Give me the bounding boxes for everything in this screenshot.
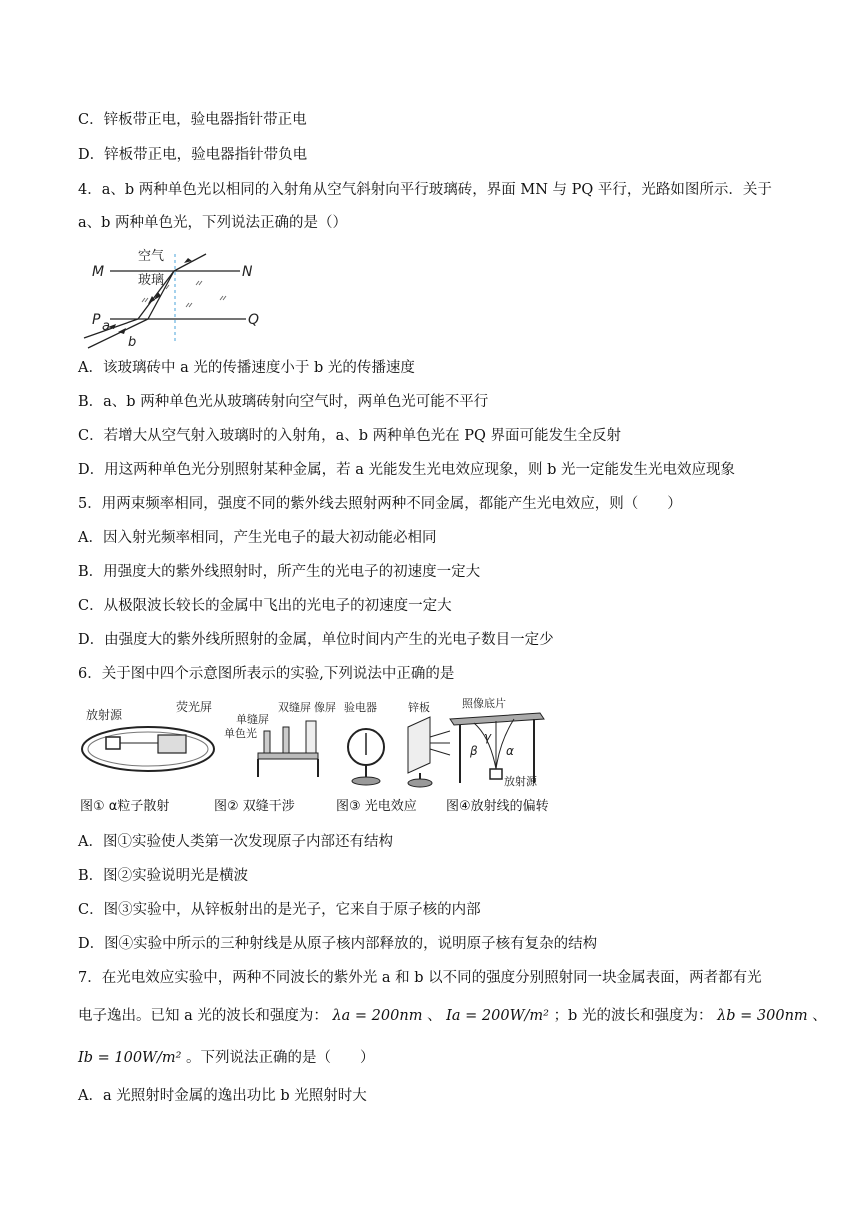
- label-glass: 玻璃: [138, 273, 165, 288]
- label-a: a: [102, 319, 110, 334]
- q7-stem-text-b: ；b 光的波长和强度为：: [553, 1008, 713, 1024]
- label-air: 空气: [138, 249, 165, 264]
- q4-stem-line2: a、b 两种单色光，下列说法正确的是（）: [78, 215, 348, 231]
- q7-stem-line3: [78, 1048, 375, 1068]
- fig2-label-double-slit: 双缝屏: [278, 701, 311, 714]
- fig4-label-source: 放射源: [504, 775, 537, 788]
- fig1-label-screen: 荧光屏: [176, 700, 213, 714]
- q3-option-d: D．锌板带正电，验电器指针带负电: [78, 147, 308, 163]
- q7-lambda-b: λb = 300nm: [717, 1008, 808, 1024]
- q7-sep1: 、: [427, 1008, 442, 1024]
- q4-option-b: B．a、b 两种单色光从玻璃砖射向空气时，两单色光可能不平行: [78, 394, 489, 410]
- fig2-label-single-slit: 单缝屏: [236, 713, 269, 726]
- q7-sep2: 、: [812, 1008, 827, 1024]
- label-p: P: [92, 312, 101, 328]
- fig3-label-zinc: 锌板: [408, 701, 430, 714]
- q5-option-c: C．从极限波长较长的金属中飞出的光电子的初速度一定大: [78, 598, 452, 614]
- fig4-label-film: 照像底片: [462, 697, 506, 710]
- q4-option-c: C．若增大从空气射入玻璃时的入射角，a、b 两种单色光在 PQ 界面可能发生全反射: [78, 428, 621, 444]
- q6-experiments-figure: [78, 697, 598, 793]
- q7-stem-text-c: 。下列说法正确的是（ ）: [186, 1050, 375, 1066]
- fig4-label-beta: β: [470, 744, 478, 758]
- q5-option-a: A．因入射光频率相同，产生光电子的最大初动能必相同: [78, 530, 437, 546]
- q5-option-d: D．由强度大的紫外线所照射的金属，单位时间内产生的光电子数目一定少: [78, 632, 554, 648]
- fig2-label-image-screen: 像屏: [314, 701, 336, 714]
- q7-stem-line2: [78, 1006, 827, 1026]
- q7-option-a: A．a 光照射时金属的逸出功比 b 光照射时大: [78, 1088, 367, 1104]
- fig4-label-gamma: γ: [484, 730, 492, 744]
- fig3-photoelectric: [344, 700, 450, 787]
- q7-lambda-a: λa = 200nm: [332, 1008, 423, 1024]
- fig1-label-source: 放射源: [86, 708, 123, 722]
- fig4-label-alpha: α: [506, 744, 514, 758]
- q6-option-a: A．图①实验使人类第一次发现原子内部还有结构: [78, 834, 393, 850]
- fig4-radiation-deflection: [450, 697, 544, 788]
- q4-stem-line1: 4．a、b 两种单色光以相同的入射角从空气斜射向平行玻璃砖，界面 MN 与 PQ 平行，光路如图所示．关于: [78, 182, 772, 198]
- caption-fig4: 图④放射线的偏转: [446, 799, 549, 814]
- fig1-alpha-scattering: [82, 699, 214, 771]
- q6-option-d: D．图④实验中所示的三种射线是从原子核内部释放的，说明原子核有复杂的结构: [78, 936, 598, 952]
- q4-option-d: D．用这两种单色光分别照射某种金属，若 a 光能发生光电效应现象，则 b 光一定能发生光电效应现象: [78, 462, 735, 478]
- q7-intensity-b: Ib = 100W/m²: [78, 1050, 182, 1066]
- q7-stem-text-a: 电子逸出。已知 a 光的波长和强度为：: [78, 1008, 328, 1024]
- q7-intensity-a: Ia = 200W/m²: [446, 1008, 549, 1024]
- q5-option-b: B．用强度大的紫外线照射时，所产生的光电子的初速度一定大: [78, 564, 481, 580]
- q6-option-b: B．图②实验说明光是横波: [78, 868, 249, 884]
- label-b: b: [128, 335, 137, 350]
- caption-fig2: 图② 双缝干涉: [214, 799, 295, 814]
- label-n: N: [242, 264, 253, 280]
- q5-stem: 5．用两束频率相同，强度不同的紫外线去照射两种不同金属，都能产生光电效应，则（ ）: [78, 496, 682, 512]
- fig2-label-monochromatic: 单色光: [224, 727, 257, 740]
- q4-refraction-figure: [78, 244, 278, 350]
- q3-option-c: C．锌板带正电，验电器指针带正电: [78, 112, 307, 128]
- q4-option-a: A．该玻璃砖中 a 光的传播速度小于 b 光的传播速度: [78, 360, 415, 376]
- q6-stem: 6．关于图中四个示意图所表示的实验,下列说法中正确的是: [78, 666, 455, 682]
- caption-fig3: 图③ 光电效应: [336, 799, 417, 814]
- fig2-double-slit: [224, 700, 336, 777]
- q7-stem-line1: 7．在光电效应实验中，两种不同波长的紫外光 a 和 b 以不同的强度分别照射同一块金属表面，两者都有光: [78, 970, 762, 986]
- q6-option-c: C．图③实验中，从锌板射出的是光子，它来自于原子核的内部: [78, 902, 481, 918]
- caption-fig1: 图① α粒子散射: [80, 799, 170, 814]
- label-q: Q: [248, 312, 260, 328]
- label-m: M: [92, 264, 105, 280]
- fig3-label-electroscope: 验电器: [344, 701, 377, 714]
